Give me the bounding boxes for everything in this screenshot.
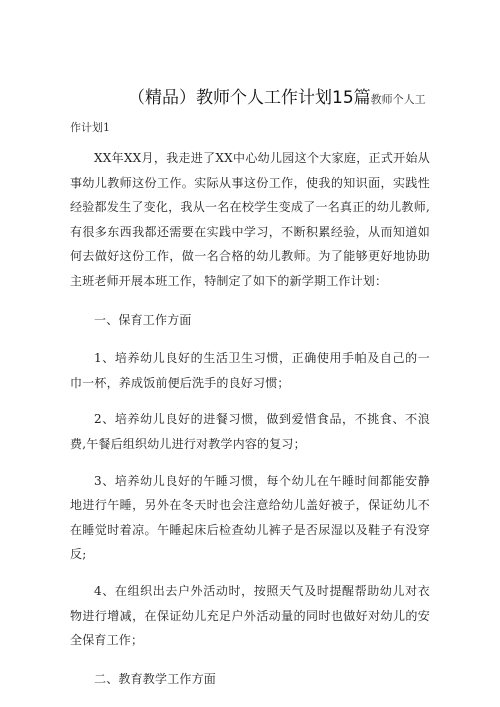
intro-paragraph: XX年XX月，我走进了XX中心幼儿园这个大家庭，正式开始从事幼儿教师这份工作。实际从事这份工作，使我的知识面，实践性经验都发生了变化，我从一名在校学生变成了一名真正的幼儿教师,有很多东西我都还需要在实践中学习，不断积累经验，从而知道如何去做好这份工作，做一名合格的幼儿教师。为了能够更好地协助主班老师开展本班工作，特制定了如下的新学期工作计划： — [70, 151, 430, 288]
section-heading-teaching: 二、教育教学工作方面 — [94, 671, 217, 686]
document-title: （精品）教师个人工作计划15篇 — [128, 88, 371, 108]
section-heading-childcare: 一、保育工作方面 — [94, 312, 192, 327]
document-title-suffix: 教师个人工 — [370, 93, 426, 106]
list-item: 2、培养幼儿良好的进餐习惯，做到爱惜食品，不挑食、不浪费,午餐后组织幼儿进行对教学内容的复习； — [70, 412, 430, 451]
document-body — [70, 146, 430, 691]
document-title-block — [70, 84, 430, 142]
list-item: 1、培养幼儿良好的生活卫生习惯，正确使用手帕及自己的一巾一杯，养成饭前便后洗手的良好习惯； — [70, 351, 430, 390]
document-title-continuation: 作计划1 — [70, 121, 110, 134]
list-item: 4、在组织出去户外活动时，按照天气及时提醒帮助幼儿对衣物进行增减，在保证幼儿充足户外活动量的同时也做好对幼儿的安全保育工作； — [70, 583, 430, 648]
list-item: 3、培养幼儿良好的午睡习惯，每个幼儿在午睡时间都能安静地进行午睡，另外在冬天时也会注意给幼儿盖好被子，保证幼儿不在睡觉时着凉。午睡起床后检查幼儿裤子是否尿湿以及鞋子有没穿反; — [70, 473, 430, 562]
